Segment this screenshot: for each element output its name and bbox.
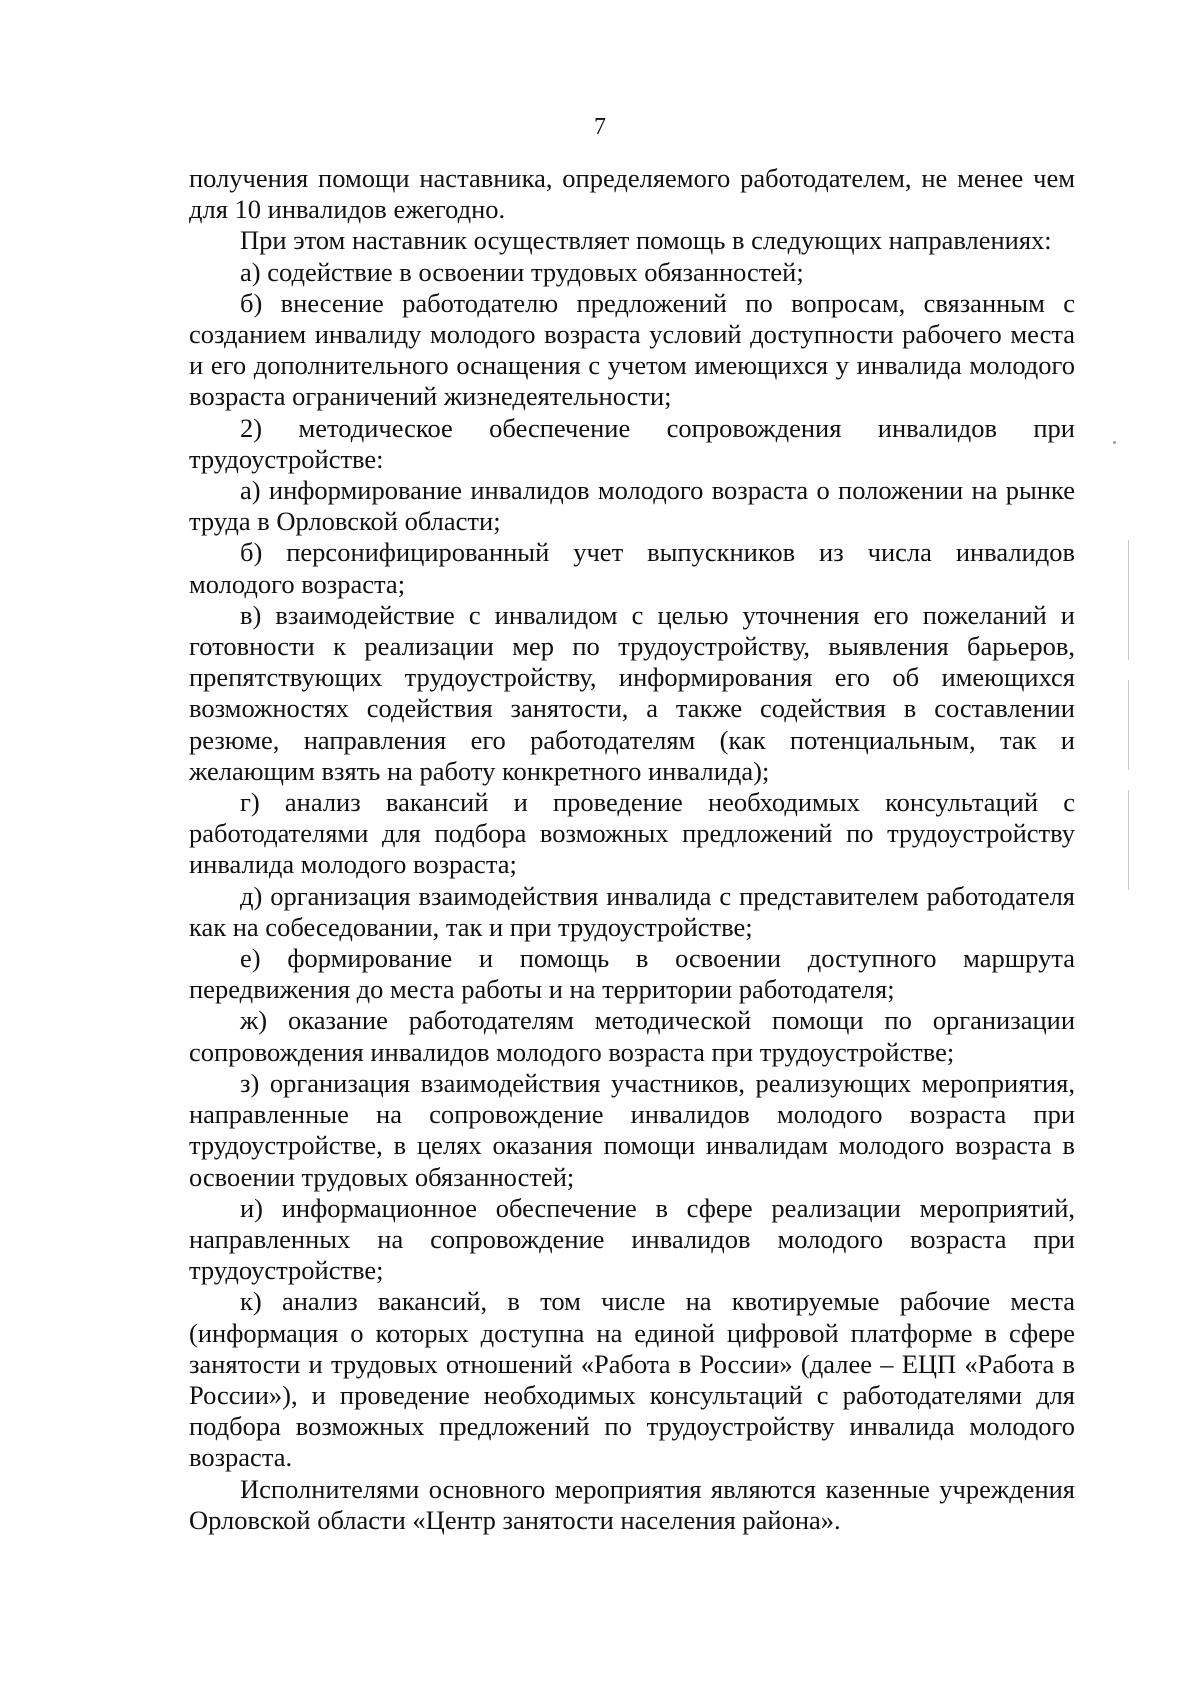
scan-artifact [1128, 680, 1129, 770]
paragraph: При этом наставник осуществляет помощь в следующих направлениях: [240, 225, 1052, 256]
list-item: а) содействие в освоении трудовых обязанностей; [240, 256, 804, 287]
document-body [189, 163, 1075, 1536]
list-item: к) анализ вакансий, в том числе на квотируемые рабочие места (информация о которых доступна на единой цифровой платформе в сфере занятости и трудовых отношений «Работа в России» (далее – ЕЦП «Работа в России»), и проведение необходимых консультаций с работодателями для подбора возможных предложений по трудоустройству инвалида молодого возраста. [189, 1286, 1075, 1473]
list-item: б) персонифицированный учет выпускников из числа инвалидов молодого возраста; [189, 537, 1075, 599]
paragraph: получения помощи наставника, определяемого работодателем, не менее чем для 10 инвалидов ежегодно. [189, 163, 1075, 225]
list-item: з) организация взаимодействия участников, реализующих мероприятия, направленные на сопровождение инвалидов молодого возраста при трудоустройстве, в целях оказания помощи инвалидам молодого возраста в освоении трудовых обязанностей; [189, 1067, 1075, 1192]
list-item: г) анализ вакансий и проведение необходимых консультаций с работодателями для подбора возможных предложений по трудоустройству инвалида молодого возраста; [189, 787, 1075, 880]
list-item: е) формирование и помощь в освоении доступного маршрута передвижения до места работы и на территории работодателя; [189, 943, 1075, 1005]
scan-artifact [1113, 441, 1116, 444]
list-item: ж) оказание работодателям методической помощи по организации сопровождения инвалидов молодого возраста при трудоустройстве; [189, 1005, 1075, 1067]
list-item: д) организация взаимодействия инвалида с представителем работодателя как на собеседовании, так и при трудоустройстве; [189, 880, 1075, 942]
page-number: 7 [594, 114, 606, 140]
list-item: и) информационное обеспечение в сфере реализации мероприятий, направленных на сопровождение инвалидов молодого возраста при трудоустройстве; [189, 1192, 1075, 1286]
list-item: в) взаимодействие с инвалидом с целью уточнения его пожеланий и готовности к реализации мер по трудоустройству, выявления барьеров, препятствующих трудоустройству, информирования его об имеющихся возможностях содействия занятости, а также содействия в составлении резюме, направления его работодателям (как потенциальным, так и желающим взять на работу конкретного инвалида); [189, 599, 1075, 786]
scan-artifact [1128, 540, 1129, 660]
paragraph: Исполнителями основного мероприятия являются казенные учреждения Орловской области «Центр занятости населения района». [189, 1473, 1075, 1535]
list-item: а) информирование инвалидов молодого возраста о положении на рынке труда в Орловской области; [189, 475, 1075, 537]
scan-artifact [1128, 790, 1129, 890]
list-item: 2) методическое обеспечение сопровождения инвалидов при трудоустройстве: [189, 412, 1075, 474]
list-item: б) внесение работодателю предложений по вопросам, связанным с созданием инвалиду молодого возраста условий доступности рабочего места и его дополнительного оснащения с учетом имеющихся у инвалида молодого возраста ограничений жизнедеятельности; [189, 287, 1075, 412]
